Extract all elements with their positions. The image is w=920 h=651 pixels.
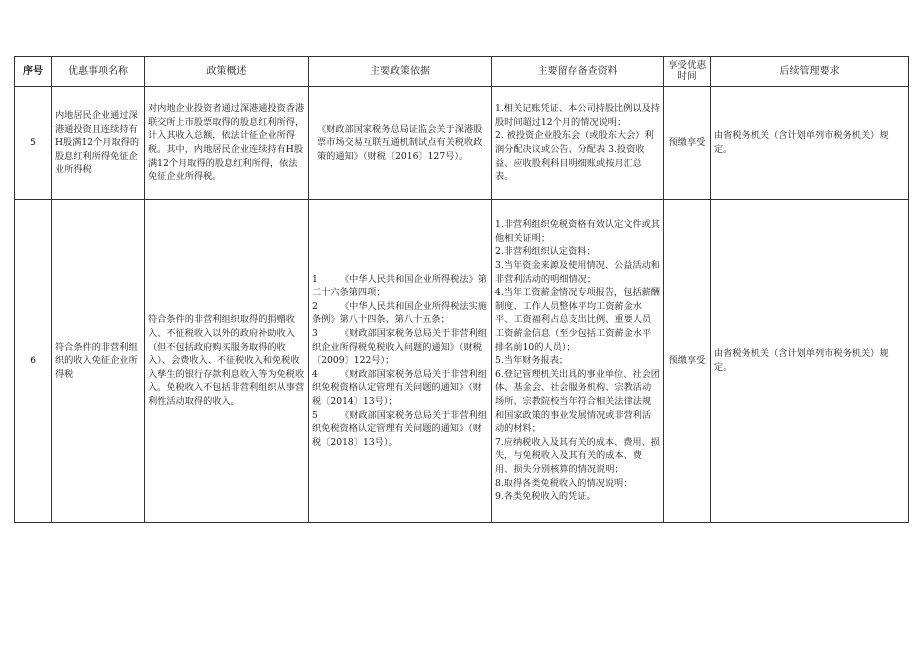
basis-item-number: 2	[312, 300, 318, 312]
material-item: 7.应纳税收入及其有关的成本、费用、损失，与免税收入及其有关的成本、费用、损失分别核算的情况说明；	[495, 436, 660, 475]
material-item: 9.各类免税收入的凭证。	[495, 491, 596, 503]
policy-table	[14, 56, 909, 523]
material-item: 6.登记管理机关出具的事业单位、社会团体、基金会、社会服务机构、宗教活动场所、宗教院校当年符合相关法律法规和国家政策的事业发展情况或非营利活动的材料；	[495, 368, 660, 435]
basis-item-number: 1	[312, 273, 318, 285]
material-item: 1.相关记账凭证、本公司持股比例以及持股时间超过12个月的情况说明；	[495, 103, 660, 128]
table-row	[15, 87, 909, 200]
basis-item	[312, 368, 488, 409]
material-item: 3.当年资金来源及使用情况、公益活动和非营利活动的明细情况；	[495, 260, 660, 285]
basis-item	[312, 300, 488, 327]
overview-cell: 符合条件的非营利组织取得的捐赠收入、不征税收入以外的政府补助收入（但不包括政府购买服务取得的收入）、会费收入、不征税收入和免税收入孳生的银行存款利息收入等为免税收入。免税收入不包括非营利组织从事营利性活动取得的收入。	[145, 200, 309, 523]
header-row	[15, 57, 909, 87]
row-number: 5	[15, 87, 52, 200]
basis-item-text: 《中华人民共和国企业所得税法》第二十六条第四项；	[312, 273, 487, 299]
basis-item-number: 5	[312, 409, 318, 421]
material-item: 8.取得各类免税收入的情况说明；	[495, 477, 633, 489]
basis-item-text: 《财政部国家税务总局关于非营利组织企业所得税免税收入问题的通知》（财税〔2009〕122号）；	[312, 328, 487, 367]
followup-cell: 由省税务机关（含计划单列市税务机关）规定。	[711, 87, 909, 200]
overview-cell: 对内地企业投资者通过深港通投资香港联交所上市股票取得的股息红利所得，计入其收入总额，依法计征企业所得税。其中，内地居民企业连续持有H股满12个月取得的股息红利所得，依法免征企业所得税。	[145, 87, 309, 200]
basis-item-text: 《中华人民共和国企业所得税法实施条例》第八十四条、第八十五条；	[312, 300, 487, 326]
item-name-cell: 内地居民企业通过深港通投资且连续持有H股满12个月取得的股息红利所得免征企业所得税	[52, 87, 145, 200]
time-cell: 预缴享受	[664, 200, 711, 523]
header-followup: 后续管理要求	[711, 57, 909, 87]
basis-item-number: 3	[312, 328, 318, 340]
materials-cell	[492, 200, 664, 523]
material-item: 5.当年财务报表；	[495, 355, 569, 367]
header-time: 享受优惠时间	[664, 57, 711, 87]
material-item: 1.非营利组织免税资格有效认定文件或其他相关证明；	[495, 219, 660, 244]
basis-item-text: 《财政部国家税务总局关于非营利组织免税资格认定管理有关问题的通知》（财税〔2018〕13号）。	[312, 409, 487, 448]
row-number: 6	[15, 200, 52, 523]
basis-cell	[309, 200, 492, 523]
header-overview: 政策概述	[145, 57, 309, 87]
followup-cell: 由省税务机关（含计划单列市税务机关）规定。	[711, 200, 909, 523]
materials-cell	[492, 87, 664, 200]
material-item: 2.非营利组织认定资料；	[495, 246, 596, 258]
basis-item	[312, 273, 488, 300]
header-materials: 主要留存备查资料	[492, 57, 664, 87]
basis-item	[312, 327, 488, 368]
basis-text: 《财政部国家税务总局证监会关于深港股票市场交易互联互通机制试点有关税收政策的通知》（财税〔2016〕127号）。	[317, 123, 483, 162]
table-row	[15, 200, 909, 523]
basis-item-text: 《财政部国家税务总局关于非营利组织免税资格认定管理有关问题的通知》（财税〔2014〕13号）；	[312, 368, 487, 407]
basis-item-number: 4	[312, 368, 318, 380]
header-item-name: 优惠事项名称	[52, 57, 145, 87]
item-name-cell: 符合条件的非营利组织的收入免征企业所得税	[52, 200, 145, 523]
time-cell: 预缴享受	[664, 87, 711, 200]
material-item: 4.当年工资薪金情况专项报告，包括薪酬制度、工作人员整体平均工资薪金水平、工资福利占总支出比例、重要人员工资薪金信息（至少包括工资薪金水平排名前10的人员）；	[495, 287, 660, 353]
basis-item	[312, 409, 488, 450]
basis-cell	[309, 87, 492, 200]
material-item: 2. 被投资企业股东会（或股东大会）利润分配决议或公告、分配表 3.投资收益、应收股利科目明细账或按月汇总表。	[495, 130, 654, 183]
header-no: 序号	[15, 57, 52, 87]
header-basis: 主要政策依据	[309, 57, 492, 87]
